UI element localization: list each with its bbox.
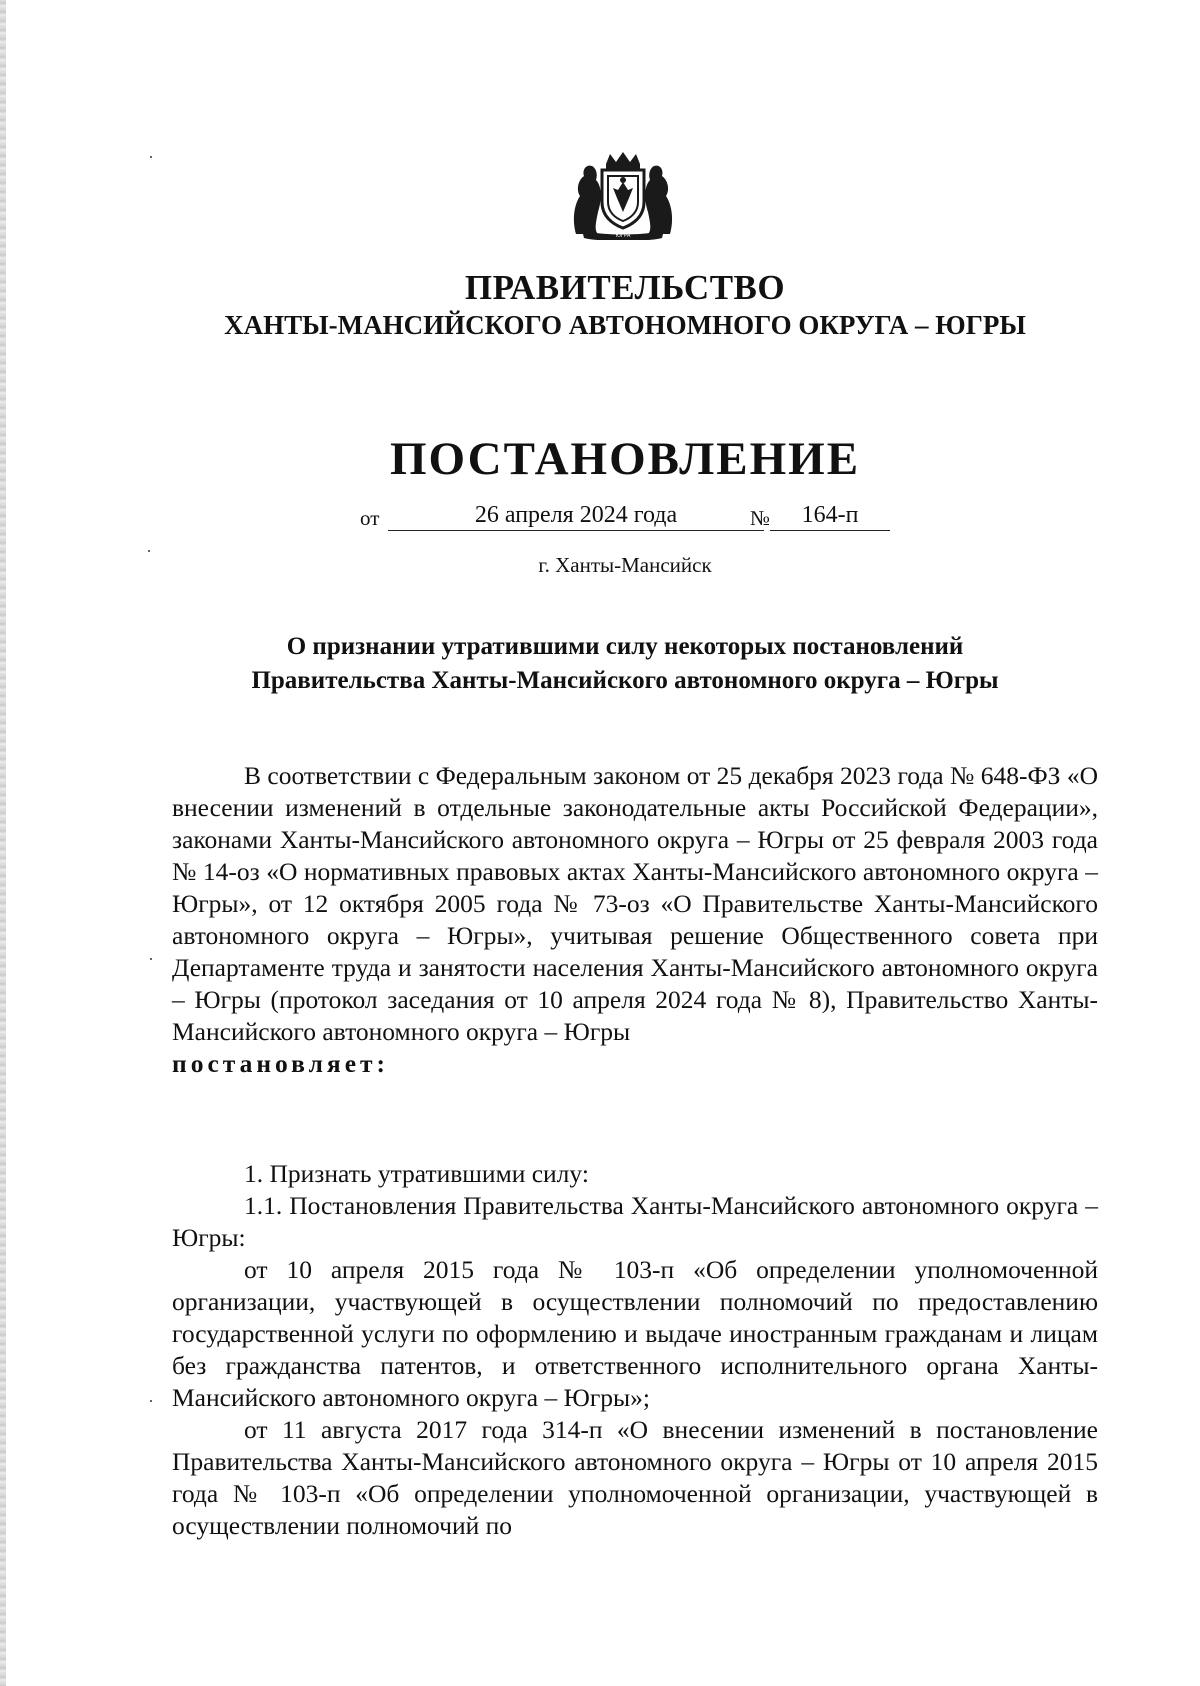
government-subtitle: ХАНТЫ-МАНСИЙСКОГО АВТОНОМНОГО ОКРУГА – ЮГРЫ: [224, 310, 1026, 340]
item-1-1: 1.1. Постановления Правительства Ханты-Мансийского автономного округа – Югры:: [172, 1191, 1098, 1252]
scan-speck: [150, 156, 152, 158]
date-prefix: от: [360, 506, 380, 530]
item-1: 1. Признать утратившими силу:: [244, 1159, 589, 1188]
preamble-text: В соответствии с Федеральным законом от 25 декабря 2023 года № 648-ФЗ «О внесении изменений в отдельные законодательные акты Российской Федерации», законами Ханты-Мансийского автономного округа – Югры от 25 февраля 2003 года № 14-оз «О нормативных правовых актах Ханты-Мансийского автономного округа – Югры», от 12 октября 2005 года № 73-оз «О Правительстве Ханты-Мансийского автономного округа – Югры», учитывая решение Общественного совета при Департаменте труда и занятости населения Ханты-Мансийского автономного округа – Югры (протокол заседания от 10 апреля 2024 года № 8), Правительство Ханты-Мансийского автономного округа – Югры: [172, 761, 1098, 1046]
repealed-act-1: от 10 апреля 2015 года № 103-п «Об определении уполномоченной организации, участвующей в осуществлении полномочий по предоставлению государственной услуги по оформлению и выдаче иностранным гражданам и лицам без гражданства патентов, и ответственного исполнительного органа Ханты-Мансийского автономного округа – Югры»;: [172, 1255, 1098, 1412]
number-prefix: №: [750, 506, 771, 530]
emblem-ribbon-text: ЮГРА: [615, 233, 631, 239]
city-name: г. Ханты-Мансийск: [538, 553, 712, 577]
repealed-act-2: от 11 августа 2017 года 314-п «О внесении изменений в постановление Правительства Ханты-Мансийского автономного округа – Югры от 10 апреля 2015 года № 103-п «Об определении уполномоченной организации, участвующей в осуществлении полномочий по: [172, 1415, 1098, 1540]
scan-speck: [150, 958, 152, 960]
document-type-title: ПОСТАНОВЛЕНИЕ: [389, 433, 861, 485]
subject-line-2: Правительства Ханты-Мансийского автономного округа – Югры: [251, 667, 999, 694]
coat-of-arms-emblem: [568, 150, 678, 240]
scan-edge: [0, 0, 6, 1686]
document-date: 26 апреля 2024 года: [388, 502, 764, 531]
government-title: ПРАВИТЕЛЬСТВО: [464, 268, 786, 307]
preamble-paragraph: [172, 760, 1098, 1080]
resolves-word: постановляет:: [172, 1049, 390, 1078]
document-subject: [0, 630, 1200, 698]
scan-speck: [148, 550, 150, 552]
subject-line-1: О признании утратившими силу некоторых постановлений: [286, 633, 964, 660]
operative-section: [172, 1158, 1098, 1542]
document-number: 164-п: [770, 502, 890, 531]
scan-speck: [150, 1400, 152, 1402]
